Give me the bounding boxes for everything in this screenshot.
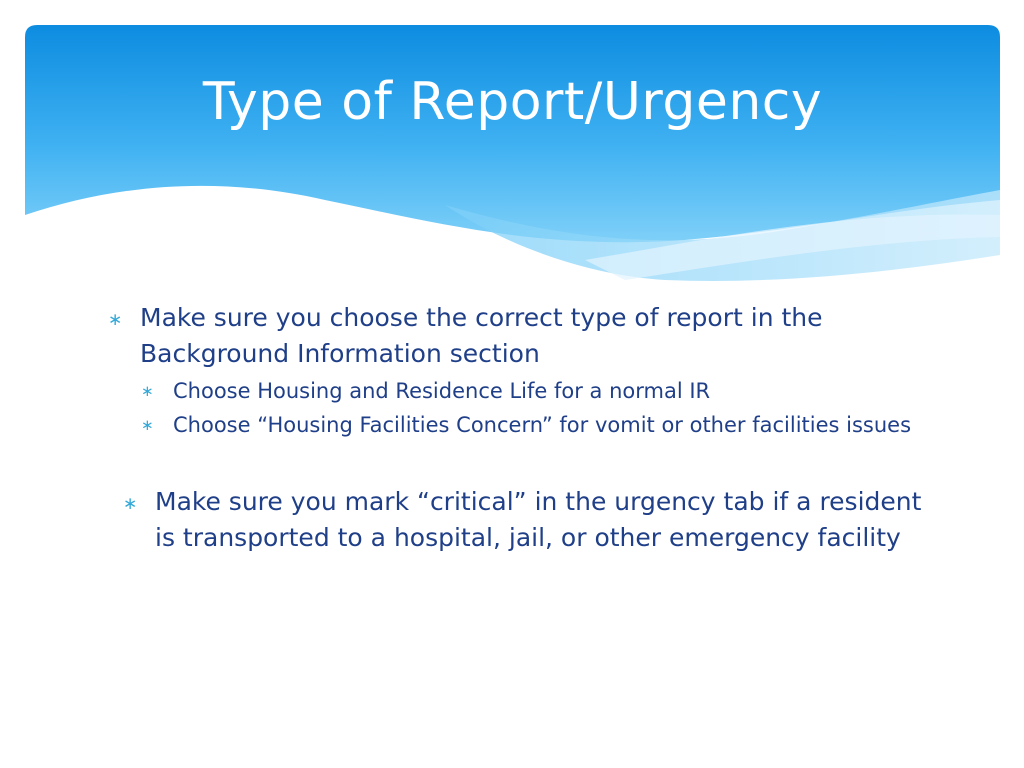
- wave-banner-graphic: [25, 25, 1000, 300]
- slide-title: Type of Report/Urgency: [202, 72, 823, 132]
- bullet-text: Make sure you mark “critical” in the urgency tab if a resident is transported to a hospital, jail, or other emergency facility: [155, 487, 922, 552]
- bullet-asterisk-icon: ∗: [141, 416, 154, 434]
- sub-bullet-text: Choose “Housing Facilities Concern” for vomit or other facilities issues: [173, 413, 912, 437]
- bullet-text: Make sure you choose the correct type of report in the Background Information section: [140, 303, 823, 368]
- sub-bullet-text: Choose Housing and Residence Life for a normal IR: [173, 379, 711, 403]
- bullet-group-urgency: [100, 484, 930, 556]
- title-banner: [25, 25, 1000, 300]
- bullet-group-report-type: [100, 300, 930, 442]
- bullet-list: [100, 300, 930, 556]
- bullet-item: [115, 484, 930, 556]
- bullet-asterisk-icon: ∗: [123, 494, 138, 514]
- sub-bullet-item: [100, 408, 930, 442]
- sub-bullet-item: [100, 374, 930, 408]
- bullet-asterisk-icon: ∗: [108, 310, 123, 330]
- bullet-asterisk-icon: ∗: [141, 382, 154, 400]
- bullet-item: [100, 300, 930, 372]
